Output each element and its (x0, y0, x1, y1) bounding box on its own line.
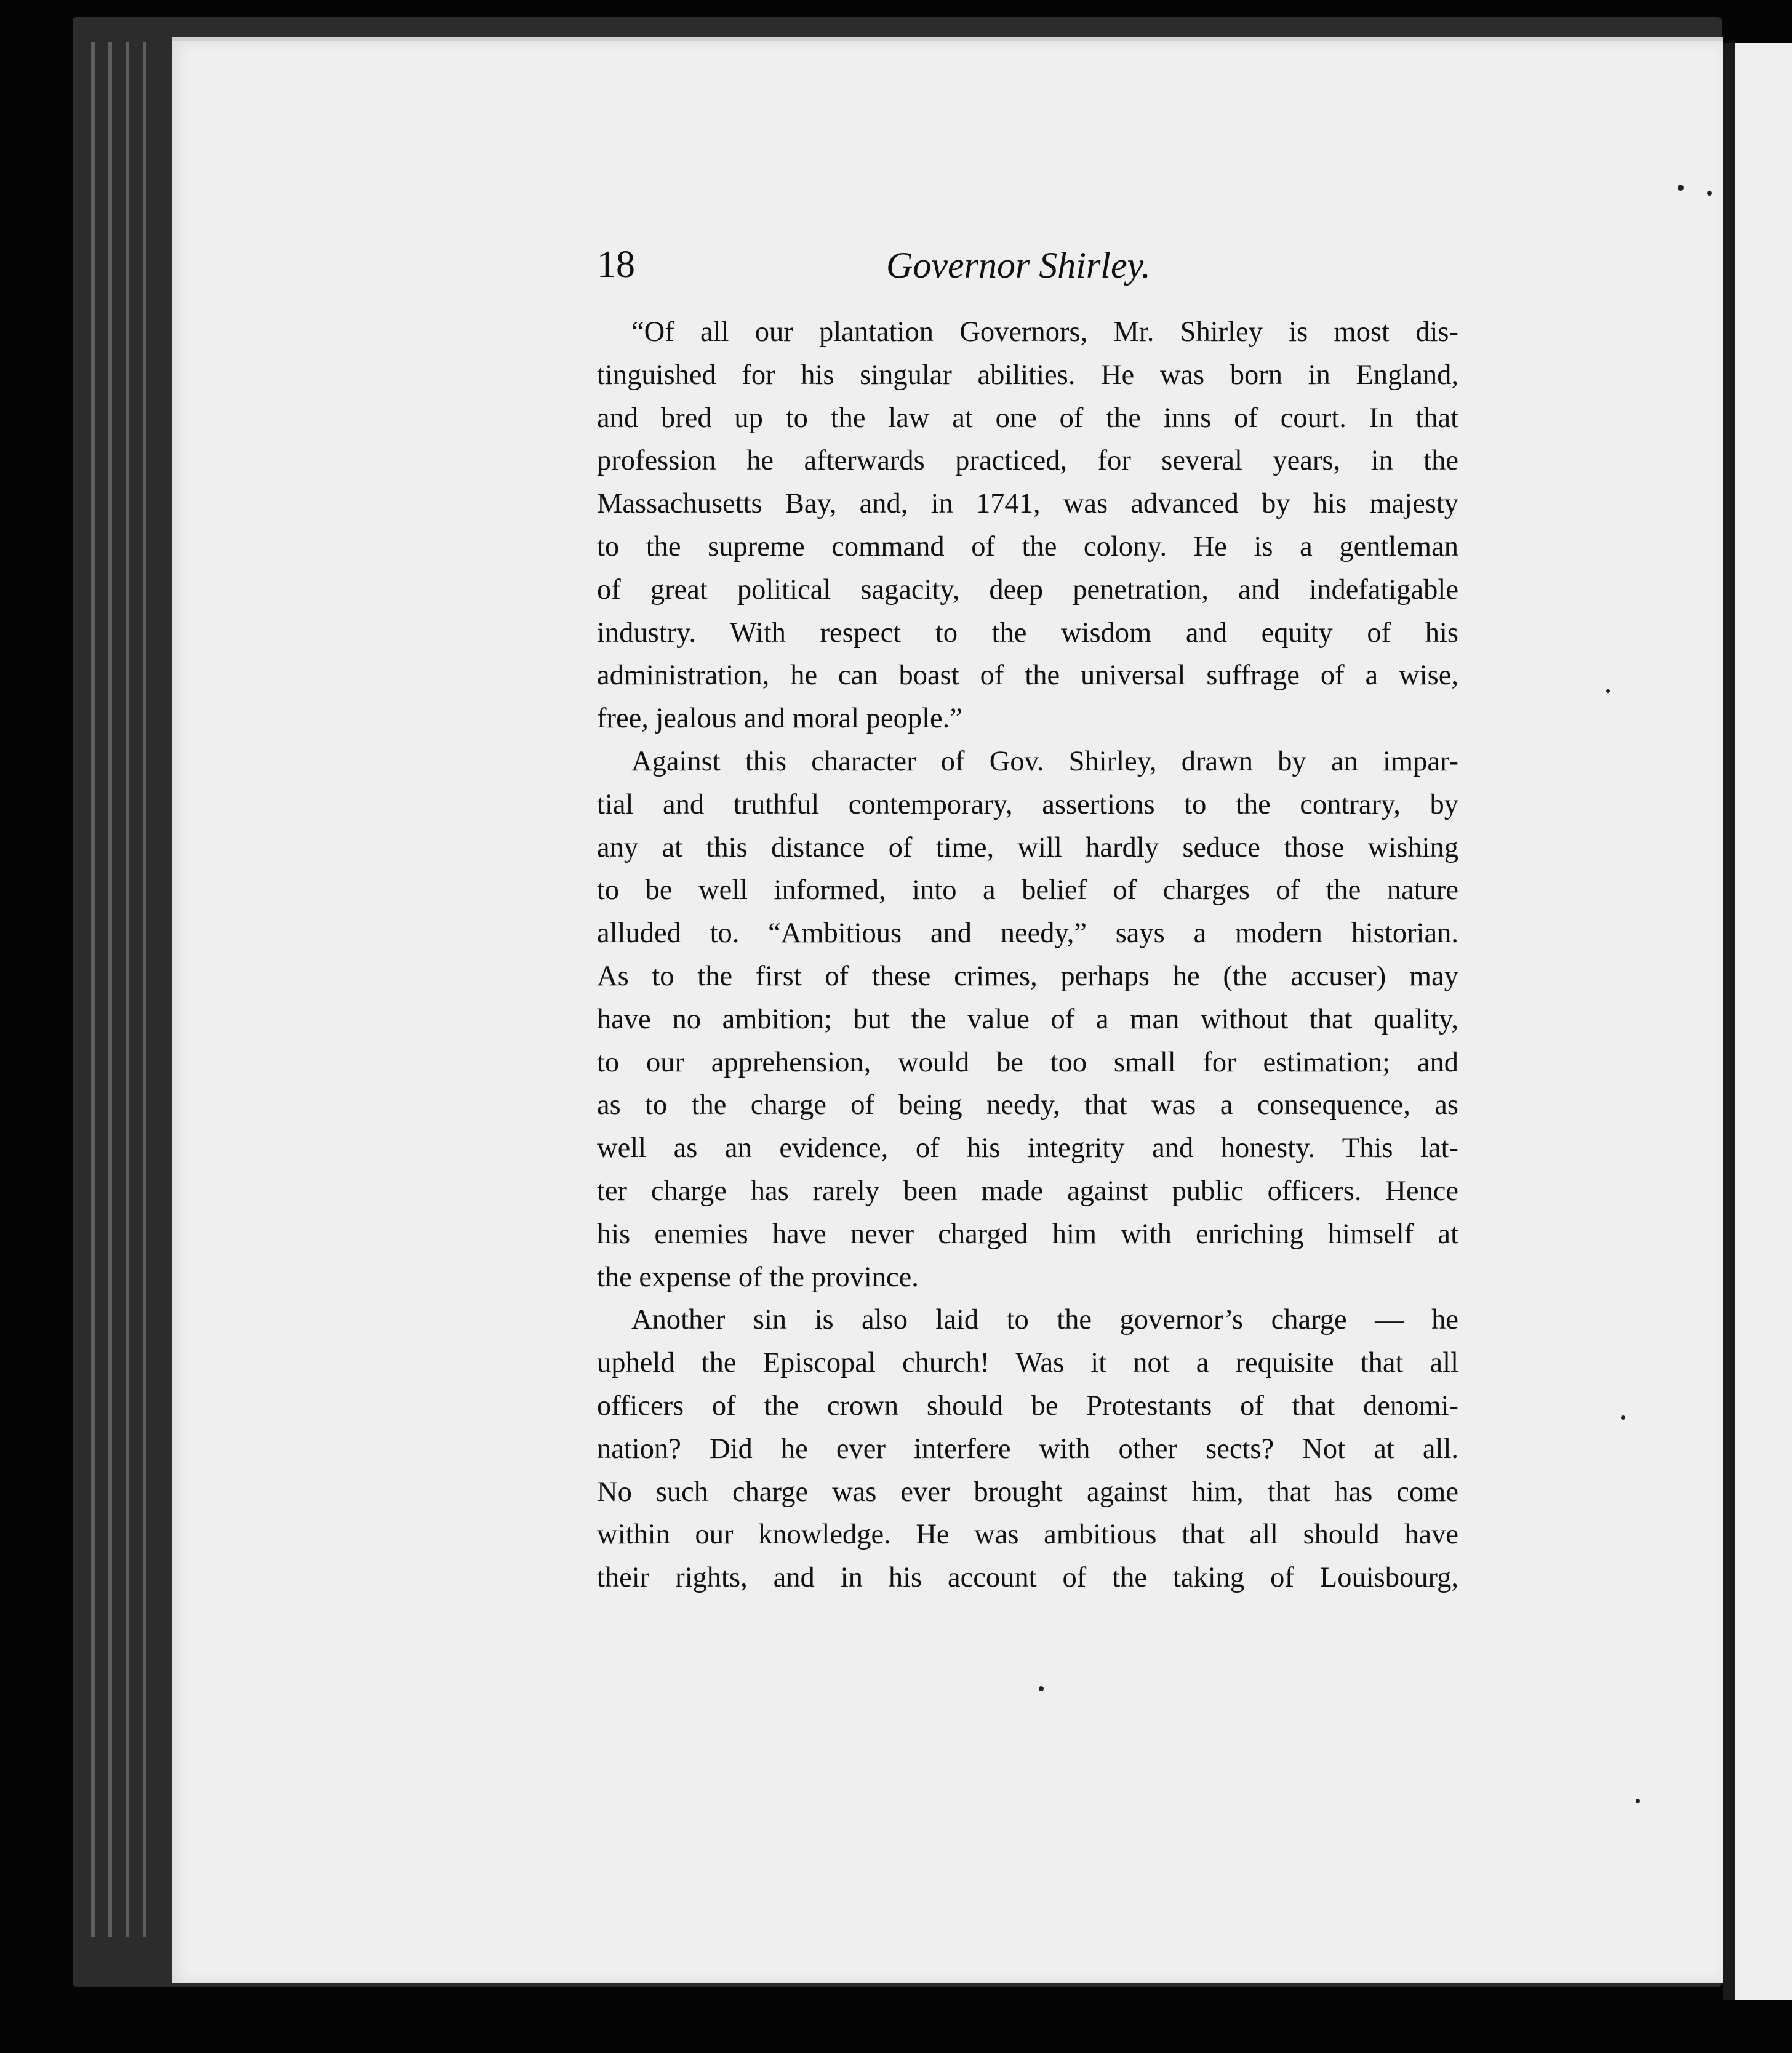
text-line: tinguished for his singular abilities. He was born in England, (597, 359, 1458, 391)
text-line: his enemies have never charged him with enriching himself at (597, 1218, 1458, 1250)
speck (1678, 185, 1684, 191)
right-page-edge (1735, 43, 1792, 2000)
text-line: ter charge has rarely been made against public officers. Hence (597, 1175, 1458, 1207)
text-line: Another sin is also laid to the governor’s charge — he (631, 1304, 1458, 1336)
text-line: free, jealous and moral people.” (597, 703, 962, 735)
running-head: Governor Shirley. (886, 245, 1151, 286)
speck (1039, 1686, 1044, 1691)
text-line: their rights, and in his account of the taking of Louisbourg, (597, 1562, 1458, 1594)
page-edge-line (91, 42, 95, 1937)
paragraph (597, 311, 1458, 740)
text-line: Against this character of Gov. Shirley, drawn by an impar- (631, 745, 1458, 777)
text-line: as to the charge of being needy, that was a consequence, as (597, 1089, 1458, 1121)
text-line: officers of the crown should be Protestants of that denomi- (597, 1390, 1458, 1422)
page-edge-line (126, 42, 129, 1937)
text-line: within our knowledge. He was ambitious that all should have (597, 1519, 1458, 1551)
paragraph (597, 740, 1458, 1299)
text-line: upheld the Episcopal church! Was it not a requisite that all (597, 1347, 1458, 1379)
paragraph (597, 1299, 1458, 1599)
page-edge-line (108, 42, 112, 1937)
text-line: tial and truthful contemporary, assertions to the contrary, by (597, 788, 1458, 820)
text-line: well as an evidence, of his integrity and honesty. This lat- (597, 1132, 1458, 1164)
page-edge-line (143, 42, 146, 1937)
text-line: administration, he can boast of the universal suffrage of a wise, (597, 660, 1458, 692)
text-line: As to the first of these crimes, perhaps he (the accuser) may (597, 960, 1458, 992)
text-line: and bred up to the law at one of the inns of court. In that (597, 402, 1458, 434)
text-line: alluded to. “Ambitious and needy,” says a modern historian. (597, 918, 1458, 950)
speck (1606, 689, 1610, 693)
text-line: to be well informed, into a belief of charges of the nature (597, 874, 1458, 906)
text-line: profession he afterwards practiced, for several years, in the (597, 445, 1458, 477)
text-line: any at this distance of time, will hardly seduce those wishing (597, 831, 1458, 863)
text-line: No such charge was ever brought against him, that has come (597, 1476, 1458, 1508)
body-text (597, 311, 1458, 1599)
right-page-gutter (1723, 43, 1735, 2000)
text-line: industry. With respect to the wisdom and equity of his (597, 617, 1458, 649)
text-line: nation? Did he ever interfere with other sects? Not at all. (597, 1433, 1458, 1465)
text-line: the expense of the province. (597, 1261, 919, 1293)
text-line: have no ambition; but the value of a man without that quality, (597, 1003, 1458, 1035)
speck (1707, 191, 1712, 196)
text-line: to the supreme command of the colony. He is a gentleman (597, 530, 1458, 562)
text-line: Massachusetts Bay, and, in 1741, was advanced by his majesty (597, 488, 1458, 520)
text-line: “Of all our plantation Governors, Mr. Shirley is most dis- (631, 316, 1458, 348)
speck (1636, 1799, 1640, 1803)
page-number: 18 (597, 244, 635, 286)
page-header (597, 243, 1458, 292)
text-line: of great political sagacity, deep penetration, and indefatigable (597, 574, 1458, 606)
text-line: to our apprehension, would be too small for estimation; and (597, 1046, 1458, 1078)
speck (1621, 1415, 1625, 1420)
